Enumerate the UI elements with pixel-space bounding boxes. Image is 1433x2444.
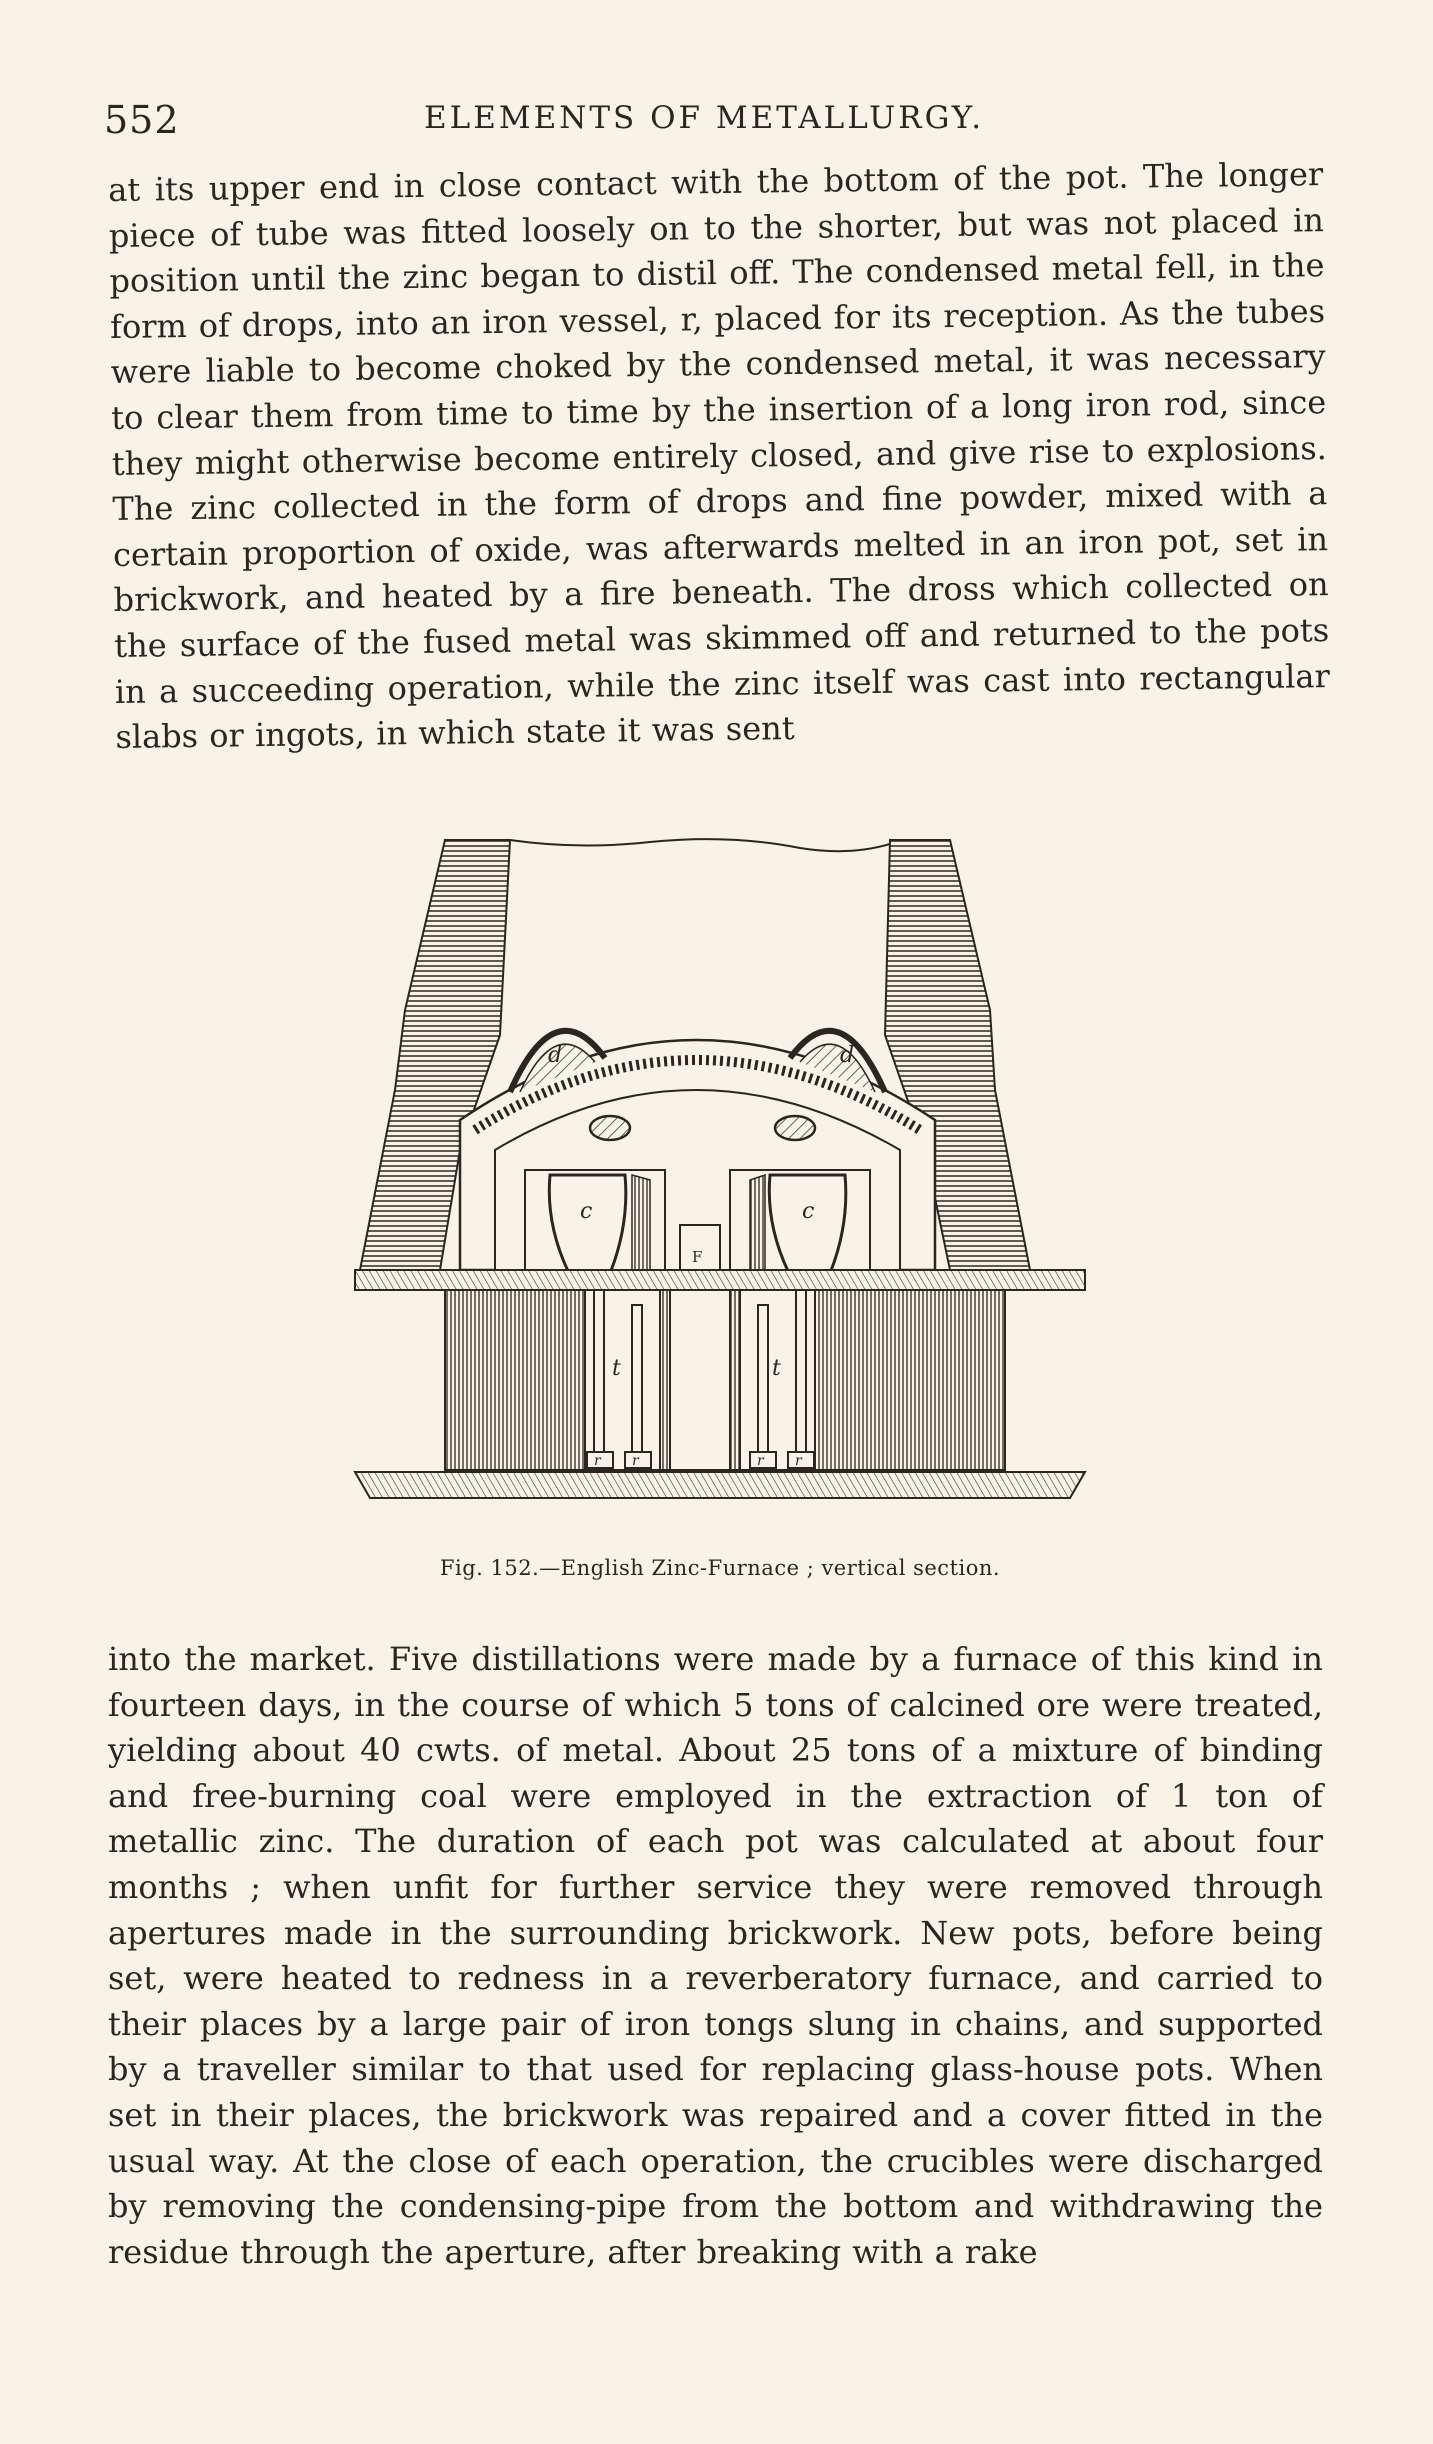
label-t-right: t [772,1356,781,1381]
label-r4: r [795,1453,802,1469]
figure-number: Fig. 152. [439,1556,540,1580]
label-c-left: c [580,1199,593,1224]
paragraph-top-text: at its upper end in close contact with the bottom of the pot. The longer piece of tube was fitted loosely on to the shorter, but was not placed in position until the zinc began to distil off. The condensed metal fell, in the form of drops, into an iron vessel, r, placed for its reception. As the tubes were liable to become choked by the condensed metal, it was necessary to clear them from time to time by the insertion of a long iron rod, since they might otherwise become entirely closed, and give rise to explosions. The zinc collected in the form of drops and fine powder, mixed with a certain proportion of oxide, was afterwards melted in an iron pot, set in brickwork, and heated by a fire beneath. The dross which collected on the surface of the fused metal was skimmed off and returned to the pots in a succeeding operation, while the zinc itself was cast into rectangular slabs or ingots, in which state it was sent [108,155,1330,757]
paragraph-bottom [108,1637,1323,2275]
label-r1: r [594,1453,601,1469]
furnace-figure [350,830,1090,1530]
label-d-left: d [548,1043,563,1068]
label-c-right: c [802,1199,815,1224]
label-r3: r [757,1453,764,1469]
furnace-illustration [350,830,1090,1530]
label-d-right: d [840,1043,855,1068]
label-r2: r [632,1453,639,1469]
running-head: ELEMENTS OF METALLURGY. [424,100,985,136]
label-t-left: t [612,1356,621,1381]
figure-caption-text: —English Zinc-Furnace ; vertical section. [539,1556,1001,1580]
paragraph-top [108,152,1331,761]
figure-caption [350,1556,1090,1580]
page-number: 552 [104,98,180,142]
page-header [104,98,1324,148]
paragraph-bottom-text: into the market. Five distillations were made by a furnace of this kind in fourteen days, in the course of which 5 tons of calcined ore were treated, yielding about 40 cwts. of metal. About 25 tons of a mixture of binding and free-burning coal were employed in the extraction of 1 ton of metallic zinc. The duration of each pot was calculated at about four months ; when unfit for further service they were removed through apertures made in the surrounding brickwork. New pots, before being set, were heated to redness in a reverberatory furnace, and carried to their places by a large pair of iron tongs slung in chains, and supported by a traveller similar to that used for replacing glass-house pots. When set in their places, the brickwork was repaired and a cover fitted in the usual way. At the close of each operation, the crucibles were discharged by removing the condensing-pipe from the bottom and withdrawing the residue through the aperture, after breaking with a rake [108,1640,1323,2271]
ground-floor [355,1270,1085,1498]
label-f: F [692,1248,703,1266]
